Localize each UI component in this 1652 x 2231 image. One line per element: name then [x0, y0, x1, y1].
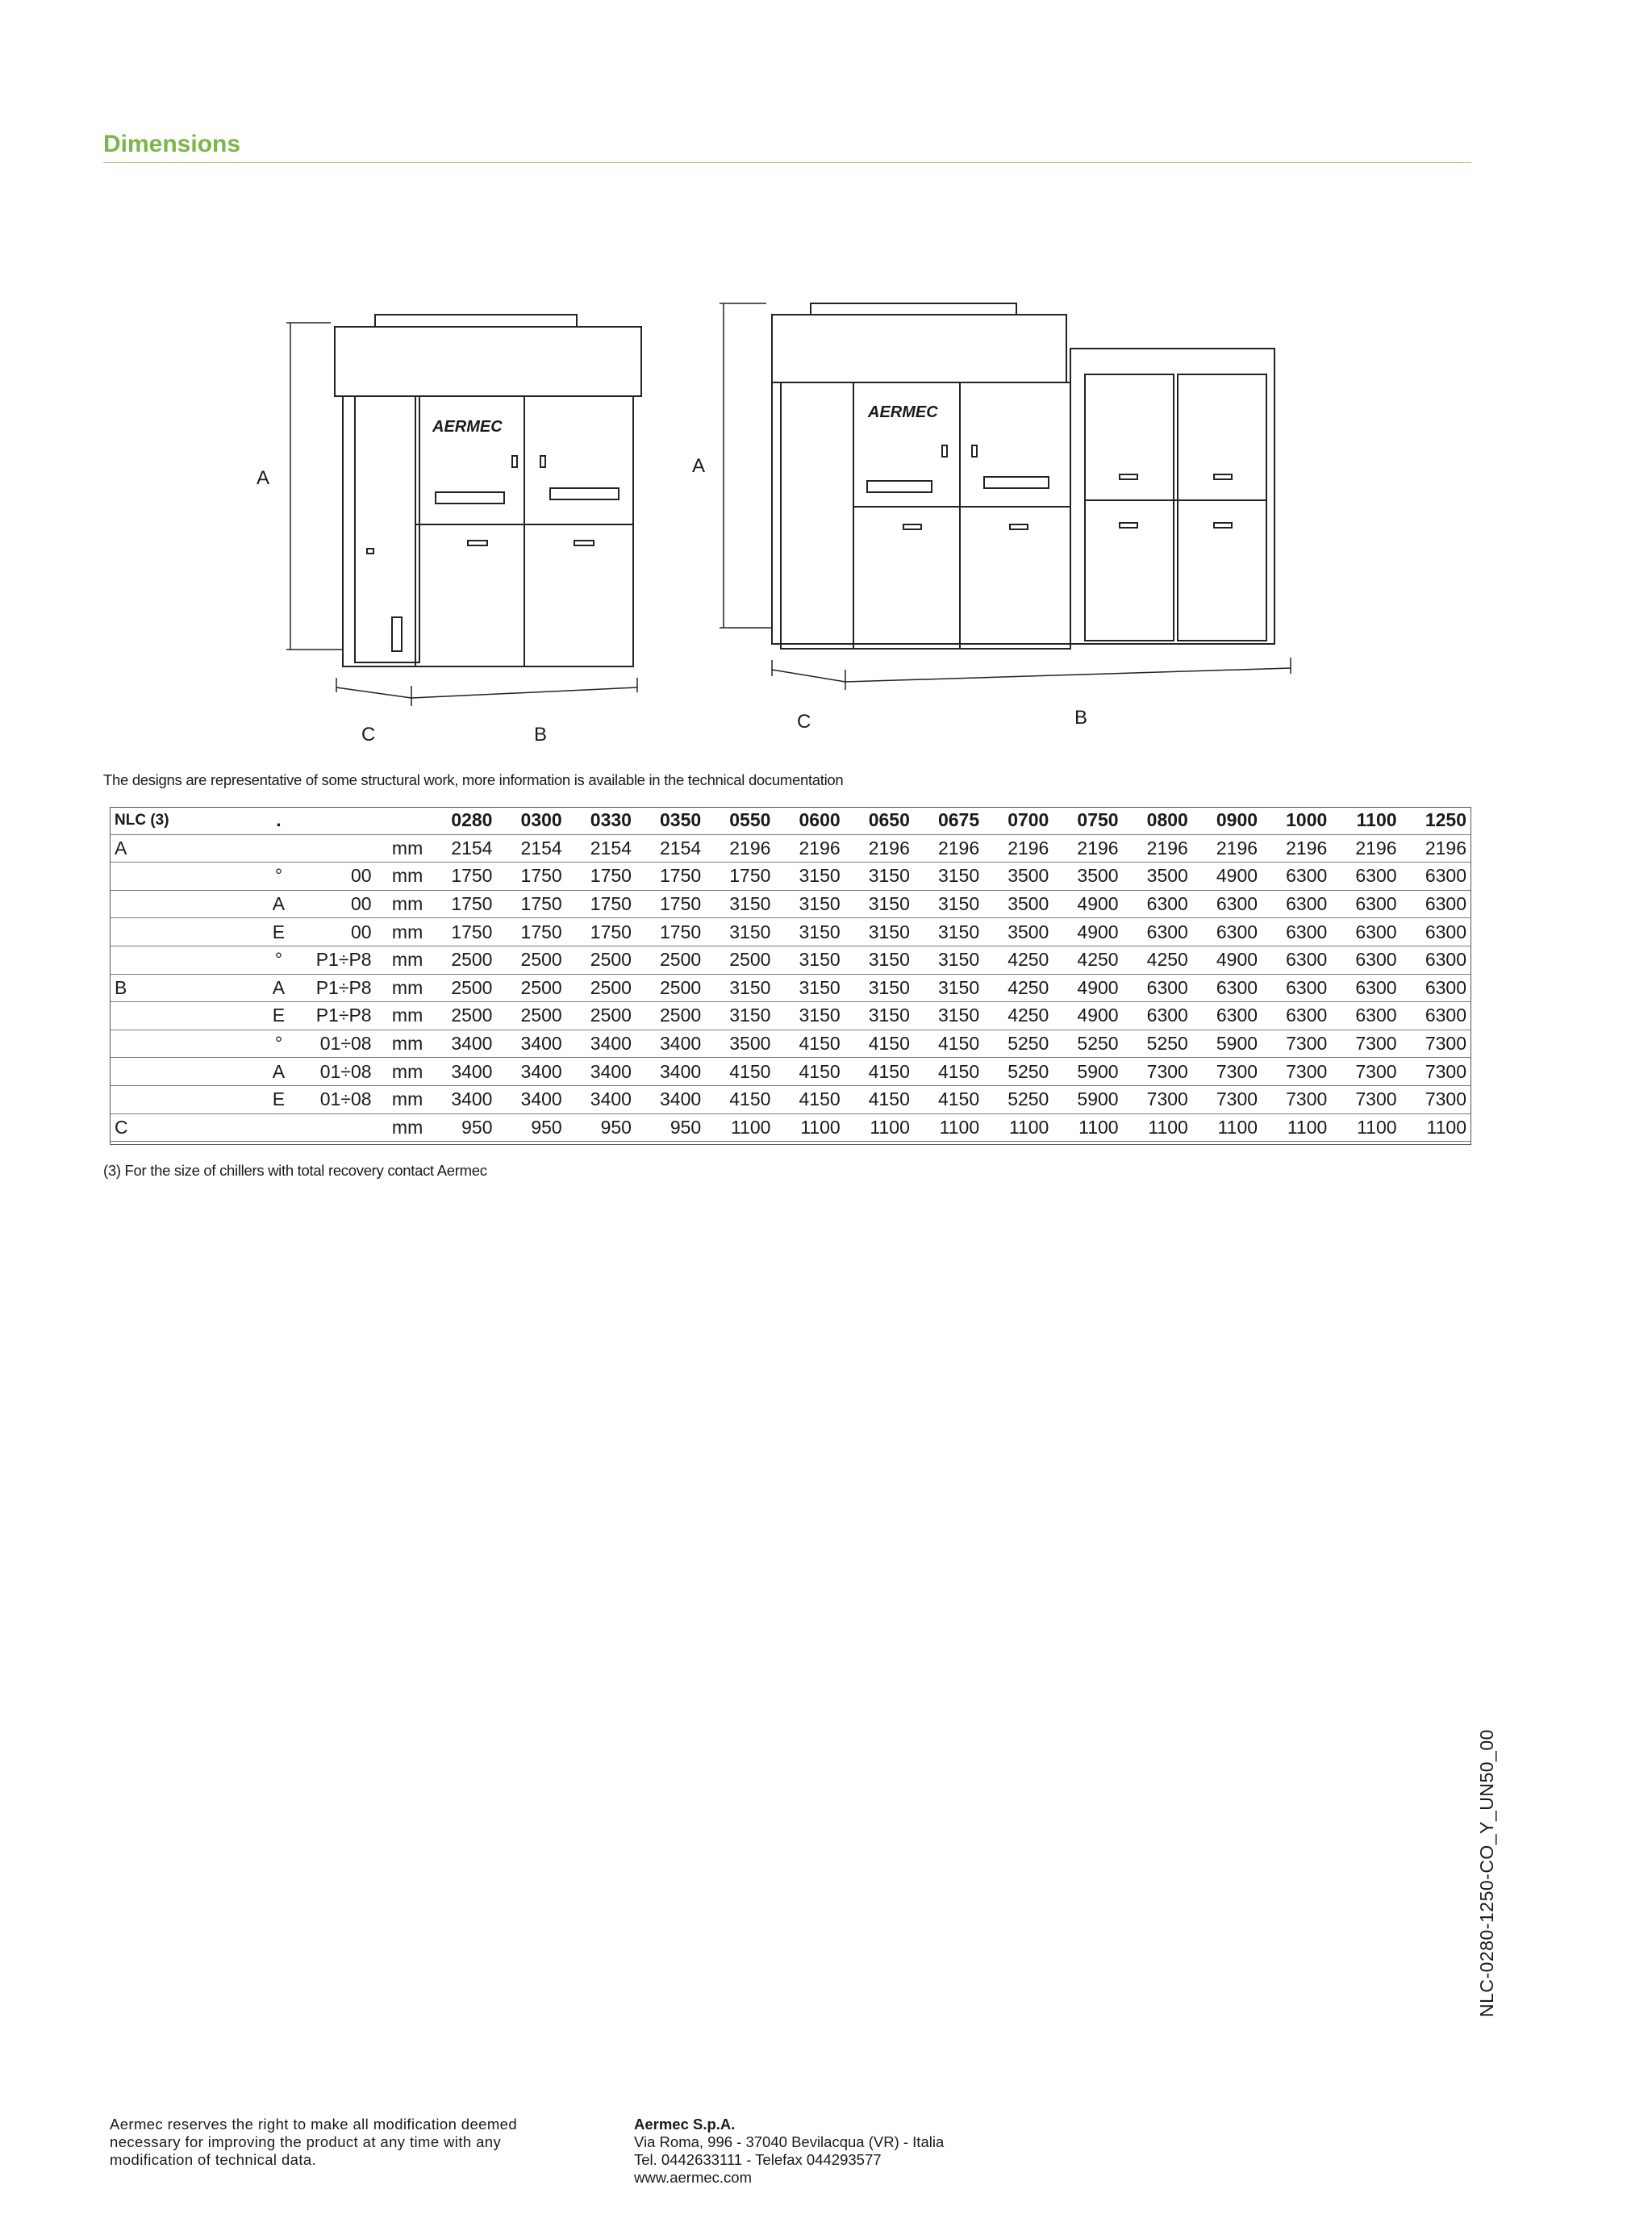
value-cell: 7300 — [1193, 1058, 1262, 1086]
model-header-cell: 1100 — [1332, 807, 1401, 834]
value-cell: 6300 — [1262, 974, 1332, 1002]
value-cell: 3500 — [984, 863, 1053, 891]
value-cell: 3150 — [845, 918, 915, 946]
value-cell: 2500 — [567, 974, 636, 1002]
option-cell: 00 — [297, 890, 377, 918]
value-cell: 1100 — [1193, 1113, 1262, 1142]
value-cell: 6300 — [1332, 863, 1401, 891]
value-cell: 2154 — [567, 834, 636, 863]
value-cell: 1750 — [428, 890, 497, 918]
company-website[interactable]: www.aermec.com — [634, 2169, 752, 2186]
unit-cell: mm — [377, 918, 428, 946]
value-cell: 1750 — [428, 863, 497, 891]
value-cell: 2154 — [636, 834, 706, 863]
value-cell: 2500 — [428, 946, 497, 974]
value-cell: 4150 — [845, 1030, 915, 1058]
value-cell: 6300 — [1193, 918, 1262, 946]
value-cell: 3150 — [915, 974, 984, 1002]
value-cell: 4150 — [845, 1058, 915, 1086]
value-cell: 4900 — [1053, 1002, 1123, 1030]
value-cell: 6300 — [1402, 946, 1471, 974]
dimension-cell — [110, 1058, 261, 1086]
value-cell: 4150 — [915, 1030, 984, 1058]
disclaimer-line: Aermec reserves the right to make all modification deemed — [110, 2116, 518, 2133]
value-cell: 4150 — [775, 1058, 845, 1086]
value-cell: 2196 — [1262, 834, 1332, 863]
unit-drawings-svg — [242, 290, 1307, 742]
unit-cell: mm — [377, 863, 428, 891]
dimension-cell: C — [110, 1113, 261, 1142]
value-cell: 3150 — [845, 946, 915, 974]
table-header-row — [110, 807, 1471, 834]
value-cell: 3150 — [775, 890, 845, 918]
value-cell: 2196 — [1402, 834, 1471, 863]
value-cell: 1750 — [706, 863, 775, 891]
dimension-cell — [110, 890, 261, 918]
value-cell: 2196 — [775, 834, 845, 863]
unit-cell: mm — [377, 1058, 428, 1086]
model-header-cell: 0350 — [636, 807, 706, 834]
unit-cell: mm — [377, 1113, 428, 1142]
option-cell: P1÷P8 — [297, 1002, 377, 1030]
value-cell: 6300 — [1193, 974, 1262, 1002]
model-header-cell: 0700 — [984, 807, 1053, 834]
model-header-cell: 0900 — [1193, 807, 1262, 834]
value-cell: 3500 — [984, 918, 1053, 946]
value-cell: 3150 — [706, 974, 775, 1002]
version-cell: A — [261, 890, 297, 918]
value-cell: 1100 — [1053, 1113, 1123, 1142]
value-cell: 7300 — [1402, 1085, 1471, 1113]
value-cell: 4900 — [1053, 918, 1123, 946]
value-cell: 6300 — [1124, 1002, 1193, 1030]
value-cell: 4150 — [706, 1085, 775, 1113]
value-cell: 3400 — [497, 1030, 566, 1058]
unit-cell: mm — [377, 890, 428, 918]
value-cell: 3400 — [567, 1085, 636, 1113]
disclaimer-line: modification of technical data. — [110, 2151, 317, 2168]
value-cell: 3150 — [706, 890, 775, 918]
value-cell: 2196 — [1053, 834, 1123, 863]
value-cell: 7300 — [1332, 1058, 1401, 1086]
version-cell: A — [261, 974, 297, 1002]
option-cell — [297, 834, 377, 863]
unit-cell: mm — [377, 946, 428, 974]
model-header-cell: 0750 — [1053, 807, 1123, 834]
drawing-caption: The designs are representative of some structural work, more information is available in the technical documentation — [103, 771, 844, 788]
value-cell: 2154 — [428, 834, 497, 863]
large-unit-drawing — [772, 303, 1274, 649]
value-cell: 6300 — [1402, 1002, 1471, 1030]
value-cell: 3150 — [775, 863, 845, 891]
value-cell: 3400 — [636, 1030, 706, 1058]
value-cell: 3400 — [497, 1058, 566, 1086]
model-header-cell: 0650 — [845, 807, 915, 834]
value-cell: 2196 — [1193, 834, 1262, 863]
value-cell: 6300 — [1332, 918, 1401, 946]
value-cell: 1100 — [1124, 1113, 1193, 1142]
value-cell: 4900 — [1193, 863, 1262, 891]
company-address: Via Roma, 996 - 37040 Bevilacqua (VR) - Italia — [634, 2133, 945, 2150]
value-cell: 5250 — [1053, 1030, 1123, 1058]
value-cell: 3150 — [775, 1002, 845, 1030]
value-cell: 3150 — [775, 918, 845, 946]
value-cell: 2500 — [497, 974, 566, 1002]
dimension-drawing — [242, 290, 1307, 742]
value-cell: 3150 — [915, 890, 984, 918]
value-cell: 2500 — [497, 946, 566, 974]
value-cell: 2500 — [567, 1002, 636, 1030]
table-row — [110, 863, 1471, 891]
value-cell: 4150 — [775, 1030, 845, 1058]
value-cell: 2500 — [636, 974, 706, 1002]
value-cell: 6300 — [1193, 1002, 1262, 1030]
value-cell: 4250 — [984, 946, 1053, 974]
value-cell: 4250 — [1053, 946, 1123, 974]
document-code: NLC-0280-1250-CO_Y_UN50_00 — [1476, 1729, 1497, 2017]
model-header-cell: 0300 — [497, 807, 566, 834]
value-cell: 3150 — [706, 918, 775, 946]
value-cell: 1750 — [428, 918, 497, 946]
value-cell: 1750 — [497, 863, 566, 891]
value-cell: 3150 — [845, 974, 915, 1002]
value-cell: 5250 — [984, 1030, 1053, 1058]
table-row — [110, 1085, 1471, 1113]
table-row — [110, 946, 1471, 974]
value-cell: 3150 — [845, 1002, 915, 1030]
disclaimer-line: necessary for improving the product at any time with any — [110, 2133, 502, 2150]
value-cell: 6300 — [1332, 974, 1401, 1002]
value-cell: 5900 — [1053, 1085, 1123, 1113]
dimension-cell — [110, 1002, 261, 1030]
unit-cell: mm — [377, 974, 428, 1002]
value-cell: 1100 — [1402, 1113, 1471, 1142]
model-header-cell: 1000 — [1262, 807, 1332, 834]
value-cell: 1750 — [497, 918, 566, 946]
large-unit-label-a: A — [692, 455, 706, 477]
value-cell: 6300 — [1402, 918, 1471, 946]
value-cell: 6300 — [1402, 890, 1471, 918]
value-cell: 2500 — [428, 974, 497, 1002]
model-header-cell: 0280 — [428, 807, 497, 834]
value-cell: 1750 — [567, 918, 636, 946]
value-cell: 2500 — [636, 946, 706, 974]
model-header-cell: 0330 — [567, 807, 636, 834]
value-cell: 950 — [567, 1113, 636, 1142]
value-cell: 4900 — [1193, 946, 1262, 974]
dimension-cell — [110, 1030, 261, 1058]
value-cell: 4150 — [845, 1085, 915, 1113]
company-phone: Tel. 0442633111 - Telefax 044293577 — [634, 2151, 882, 2168]
value-cell: 950 — [428, 1113, 497, 1142]
dimension-cell — [110, 1085, 261, 1113]
value-cell: 1750 — [636, 863, 706, 891]
value-cell: 2500 — [567, 946, 636, 974]
small-unit-drawing — [335, 315, 641, 666]
title-divider — [103, 162, 1471, 163]
small-unit-label-b: B — [534, 724, 548, 742]
value-cell: 3150 — [915, 1002, 984, 1030]
option-cell: P1÷P8 — [297, 946, 377, 974]
company-name: Aermec S.p.A. — [634, 2116, 736, 2133]
large-unit-label-b: B — [1074, 707, 1088, 729]
table-row — [110, 834, 1471, 863]
value-cell: 6300 — [1402, 863, 1471, 891]
version-cell: ° — [261, 863, 297, 891]
value-cell: 1100 — [915, 1113, 984, 1142]
value-cell: 3150 — [845, 890, 915, 918]
value-cell: 1750 — [636, 918, 706, 946]
aermec-logo-large: AERMEC — [868, 403, 938, 421]
value-cell: 5900 — [1193, 1030, 1262, 1058]
page-title: Dimensions — [103, 131, 241, 157]
table-row — [110, 974, 1471, 1002]
version-cell: ° — [261, 946, 297, 974]
unit-cell: mm — [377, 1085, 428, 1113]
value-cell: 3150 — [706, 1002, 775, 1030]
version-cell: E — [261, 918, 297, 946]
option-cell: 00 — [297, 863, 377, 891]
value-cell: 3400 — [428, 1085, 497, 1113]
unit-cell: mm — [377, 1030, 428, 1058]
value-cell: 6300 — [1332, 946, 1401, 974]
value-cell: 4150 — [915, 1085, 984, 1113]
value-cell: 2196 — [1124, 834, 1193, 863]
value-cell: 3150 — [915, 863, 984, 891]
value-cell: 7300 — [1402, 1030, 1471, 1058]
value-cell: 7300 — [1332, 1085, 1401, 1113]
version-cell: A — [261, 1058, 297, 1086]
value-cell: 5900 — [1053, 1058, 1123, 1086]
value-cell: 4900 — [1053, 974, 1123, 1002]
value-cell: 1100 — [706, 1113, 775, 1142]
value-cell: 6300 — [1262, 918, 1332, 946]
value-cell: 1100 — [775, 1113, 845, 1142]
table-row — [110, 1002, 1471, 1030]
value-cell: 950 — [497, 1113, 566, 1142]
value-cell: 3500 — [1124, 863, 1193, 891]
value-cell: 4150 — [775, 1085, 845, 1113]
version-cell: E — [261, 1002, 297, 1030]
value-cell: 3500 — [706, 1030, 775, 1058]
value-cell: 6300 — [1402, 974, 1471, 1002]
table-row — [110, 1113, 1471, 1142]
value-cell: 4150 — [706, 1058, 775, 1086]
value-cell: 6300 — [1332, 1002, 1401, 1030]
header-dot-cell: . — [261, 807, 297, 834]
value-cell: 4900 — [1053, 890, 1123, 918]
value-cell: 6300 — [1262, 946, 1332, 974]
value-cell: 5250 — [984, 1085, 1053, 1113]
table-row — [110, 1058, 1471, 1086]
value-cell: 7300 — [1402, 1058, 1471, 1086]
version-cell: ° — [261, 1030, 297, 1058]
model-header-cell: 1250 — [1402, 807, 1471, 834]
footer-contact — [634, 2116, 1037, 2187]
value-cell: 3400 — [636, 1085, 706, 1113]
dimension-cell: A — [110, 834, 261, 863]
option-cell: 00 — [297, 918, 377, 946]
header-unit-cell — [377, 807, 428, 834]
value-cell: 2500 — [497, 1002, 566, 1030]
small-unit-label-a: A — [257, 467, 270, 489]
value-cell: 1750 — [636, 890, 706, 918]
table-footnote: (3) For the size of chillers with total recovery contact Aermec — [103, 1162, 487, 1179]
value-cell: 3500 — [1053, 863, 1123, 891]
value-cell: 2500 — [706, 946, 775, 974]
value-cell: 3400 — [636, 1058, 706, 1086]
unit-cell: mm — [377, 1002, 428, 1030]
value-cell: 3400 — [428, 1030, 497, 1058]
value-cell: 6300 — [1262, 863, 1332, 891]
value-cell: 1750 — [567, 890, 636, 918]
value-cell: 3150 — [775, 946, 845, 974]
value-cell: 3150 — [915, 918, 984, 946]
large-unit-label-c: C — [797, 711, 811, 733]
value-cell: 950 — [636, 1113, 706, 1142]
version-cell — [261, 834, 297, 863]
value-cell: 3400 — [497, 1085, 566, 1113]
option-cell: 01÷08 — [297, 1058, 377, 1086]
value-cell: 6300 — [1332, 890, 1401, 918]
value-cell: 5250 — [1124, 1030, 1193, 1058]
value-cell: 4250 — [984, 1002, 1053, 1030]
value-cell: 2500 — [636, 1002, 706, 1030]
value-cell: 1750 — [497, 890, 566, 918]
value-cell: 3150 — [775, 974, 845, 1002]
value-cell: 3400 — [567, 1030, 636, 1058]
value-cell: 3150 — [845, 863, 915, 891]
value-cell: 6300 — [1193, 890, 1262, 918]
value-cell: 1100 — [984, 1113, 1053, 1142]
value-cell: 4250 — [984, 974, 1053, 1002]
option-cell: P1÷P8 — [297, 974, 377, 1002]
value-cell: 7300 — [1193, 1085, 1262, 1113]
dimension-cell — [110, 946, 261, 974]
value-cell: 6300 — [1124, 890, 1193, 918]
option-cell — [297, 1113, 377, 1142]
dimension-cell — [110, 863, 261, 891]
value-cell: 7300 — [1262, 1058, 1332, 1086]
value-cell: 2196 — [845, 834, 915, 863]
value-cell: 2196 — [984, 834, 1053, 863]
value-cell: 1100 — [845, 1113, 915, 1142]
value-cell: 6300 — [1124, 974, 1193, 1002]
value-cell: 1100 — [1332, 1113, 1401, 1142]
table-row — [110, 918, 1471, 946]
version-cell: E — [261, 1085, 297, 1113]
model-header-cell: 0550 — [706, 807, 775, 834]
dimension-cell: B — [110, 974, 261, 1002]
header-empty-cell — [297, 807, 377, 834]
header-label-cell: NLC (3) — [110, 807, 261, 834]
value-cell: 2196 — [915, 834, 984, 863]
value-cell: 4250 — [1124, 946, 1193, 974]
value-cell: 2196 — [1332, 834, 1401, 863]
value-cell: 3400 — [567, 1058, 636, 1086]
option-cell: 01÷08 — [297, 1085, 377, 1113]
dimension-cell — [110, 918, 261, 946]
value-cell: 7300 — [1262, 1085, 1332, 1113]
value-cell: 6300 — [1262, 1002, 1332, 1030]
option-cell: 01÷08 — [297, 1030, 377, 1058]
value-cell: 7300 — [1332, 1030, 1401, 1058]
value-cell: 6300 — [1262, 890, 1332, 918]
table-row — [110, 890, 1471, 918]
version-cell — [261, 1113, 297, 1142]
value-cell: 1750 — [567, 863, 636, 891]
value-cell: 7300 — [1124, 1085, 1193, 1113]
model-header-cell: 0600 — [775, 807, 845, 834]
model-header-cell: 0675 — [915, 807, 984, 834]
value-cell: 7300 — [1124, 1058, 1193, 1086]
table-row — [110, 1030, 1471, 1058]
value-cell: 7300 — [1262, 1030, 1332, 1058]
value-cell: 2154 — [497, 834, 566, 863]
value-cell: 2500 — [428, 1002, 497, 1030]
aermec-logo-small: AERMEC — [432, 418, 503, 436]
value-cell: 4150 — [915, 1058, 984, 1086]
value-cell: 2196 — [706, 834, 775, 863]
unit-cell: mm — [377, 834, 428, 863]
value-cell: 6300 — [1124, 918, 1193, 946]
footer-disclaimer — [110, 2116, 587, 2169]
value-cell: 3150 — [915, 946, 984, 974]
small-unit-label-c: C — [361, 724, 376, 742]
model-header-cell: 0800 — [1124, 807, 1193, 834]
dimensions-table — [110, 807, 1471, 1142]
value-cell: 1100 — [1262, 1113, 1332, 1142]
value-cell: 3400 — [428, 1058, 497, 1086]
value-cell: 5250 — [984, 1058, 1053, 1086]
value-cell: 3500 — [984, 890, 1053, 918]
